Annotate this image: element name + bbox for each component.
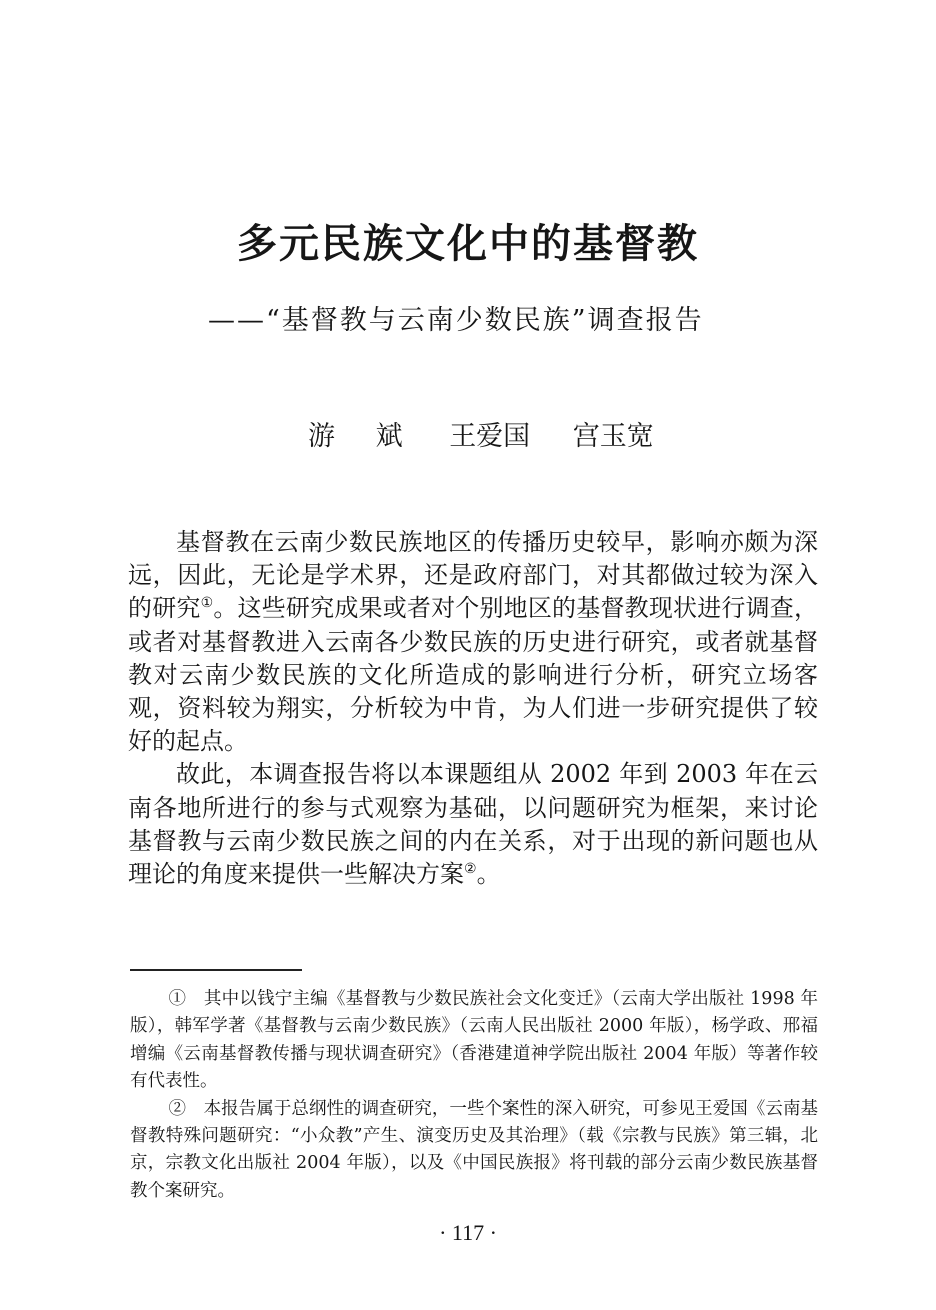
body-paragraph: 故此，本调查报告将以本课题组从 2002 年到 2003 年在云南各地所进行的参与式观察为基础，以问题研究为框架，来讨论基督教与云南少数民族之间的内在关系，对于出现的新问题也从理论的角度来提供一些解决方案②。 [128,760,818,889]
footnote: ① 其中以钱宁主编《基督教与少数民族社会文化变迁》（云南大学出版社 1998 年版），韩军学著《基督教与云南少数民族》（云南人民出版社 2000 年版），杨学政、邢福增编《云南基督教传播与现状调查研究》（香港建道神学院出版社 2004 年版）等著作较有代表性。 [130,989,818,1092]
article-body [128,526,818,891]
footnote: ② 本报告属于总纲性的调查研究，一些个案性的深入研究，可参见王爱国《云南基督教特殊问题研究：“小众教”产生、演变历史及其治理》（载《宗教与民族》第三辑，北京，宗教文化出版社 2004 年版），以及《中国民族报》将刊载的部分云南少数民族基督教个案研究。 [130,1098,818,1201]
page-number: · 117 · [439,1220,497,1245]
footnote-ref: ② [464,861,477,878]
author-name: 王爱国 [449,421,531,452]
footnotes [130,986,818,1205]
footnote-ref: ① [200,595,214,612]
article-subtitle: ——“基督教与云南少数民族”调查报告 [208,305,704,336]
author-name: 宫玉宽 [572,421,654,452]
author-list [308,414,654,453]
article-title: 多元民族文化中的基督教 [237,221,699,267]
footnote-divider [130,969,302,971]
author-name: 游 斌 [308,421,419,452]
body-paragraph: 基督教在云南少数民族地区的传播历史较早，影响亦颇为深远，因此，无论是学术界，还是政府部门，对其都做过较为深入的研究①。这些研究成果或者对个别地区的基督教现状进行调查，或者对基督教进入云南各少数民族的历史进行研究，或者就基督教对云南少数民族的文化所造成的影响进行分析，研究立场客观，资料较为翔实，分析较为中肯，为人们进一步研究提供了较好的起点。 [128,528,819,756]
